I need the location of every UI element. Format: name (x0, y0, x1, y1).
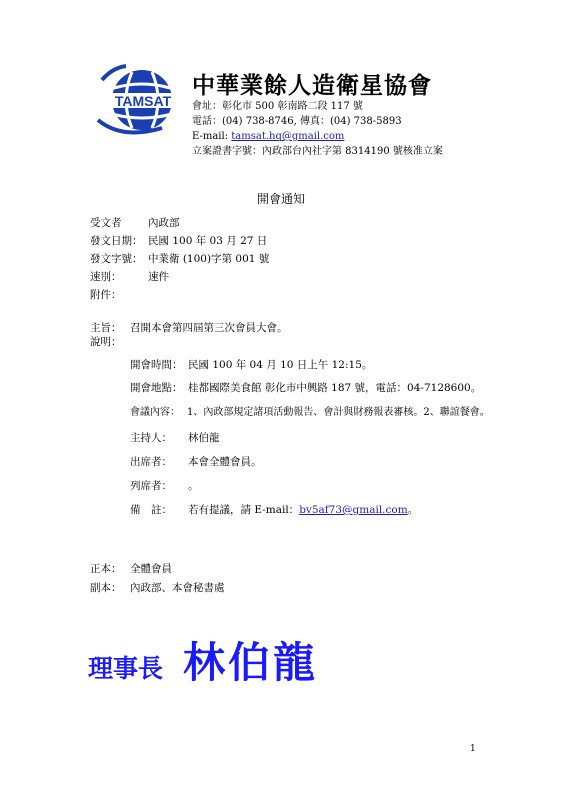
detail-time (130, 359, 372, 372)
detail-label: 開會地點： (130, 382, 183, 394)
meta-doc-number (90, 253, 269, 266)
page-number: 1 (470, 744, 476, 754)
recipient-label: 副本： (90, 582, 122, 594)
meta-value: 民國 100 年 03 月 27 日 (148, 235, 268, 247)
org-name: 中華業餘人造衛星協會 (192, 73, 432, 99)
subject-text: 召開本會第四屆第三次會員大會。 (130, 322, 288, 334)
detail-label: 開會時間： (130, 359, 183, 371)
meta-recipient (90, 217, 180, 230)
subject-line (90, 322, 288, 335)
recipient-copy (90, 582, 225, 595)
detail-venue (130, 382, 481, 395)
remarks-email-link[interactable]: bv5af73@gmail.com (299, 504, 408, 516)
meta-value: 內政部 (148, 217, 180, 229)
address: 會址：彰化市 500 彰南路二段 117 號 (192, 101, 363, 112)
recipient-label: 正本： (90, 563, 122, 575)
detail-label: 列席者： (130, 480, 172, 492)
meta-value: 中業衛 (100)字第 001 號 (148, 253, 270, 265)
registration: 立案證書字號：內政部台內社字第 8314190 號核准立案 (192, 146, 443, 157)
detail-value: 。 (188, 480, 199, 492)
meta-attachment (90, 289, 148, 302)
tamsat-logo (92, 62, 188, 142)
recipient-value: 內政部、本會秘書處 (130, 582, 225, 594)
detail-label: 會議內容： (130, 407, 180, 418)
signature-title: 理事長 (88, 654, 164, 683)
email-label: E-mail: (192, 131, 232, 142)
meta-label: 附件： (90, 289, 122, 301)
detail-label: 出席者： (130, 456, 172, 468)
phone-fax: 電話：(04) 738-8746, 傳真：(04) 738-5893 (192, 116, 402, 127)
meta-label: 受文者 (90, 217, 122, 229)
explain-label: 說明： (90, 336, 122, 348)
detail-label: 主持人： (130, 432, 172, 444)
meta-value: 速件 (148, 271, 169, 283)
email-link[interactable]: tamsat.hq@gmail.com (231, 131, 345, 142)
meta-label: 發文字號： (90, 253, 143, 265)
detail-host (130, 432, 220, 445)
recipient-original (90, 563, 172, 576)
signature-name: 林伯龍 (183, 638, 319, 687)
email-line (192, 131, 344, 143)
detail-observers (130, 480, 199, 493)
detail-agenda (130, 406, 490, 419)
detail-value: 若有提議，請 E-mail： (188, 504, 300, 516)
meta-label: 發文日期： (90, 235, 143, 247)
detail-label: 備 註： (130, 504, 172, 516)
subject-label: 主旨： (90, 322, 122, 334)
detail-value: 本會全體會員。 (188, 456, 262, 468)
meta-label: 速別： (90, 271, 122, 283)
notice-title: 開會通知 (256, 192, 305, 206)
recipient-value: 全體會員 (130, 563, 172, 575)
detail-remarks (130, 504, 418, 517)
detail-value: 林伯龍 (188, 432, 220, 444)
remarks-suffix: 。 (407, 504, 419, 516)
logo-text: TAMSAT (114, 93, 172, 109)
detail-value: 民國 100 年 04 月 10 日上午 12:15。 (188, 359, 373, 371)
meta-speed (90, 271, 169, 284)
signature (88, 630, 318, 690)
detail-attendees (130, 456, 262, 469)
meta-date (90, 235, 267, 248)
detail-value: 1、內政部規定諸項活動報告、會計與財務報表審核。2、聯誼餐會。 (187, 407, 490, 418)
detail-value: 桂都國際美食館 彰化市中興路 187 號，電話：04-7128600。 (188, 382, 482, 394)
